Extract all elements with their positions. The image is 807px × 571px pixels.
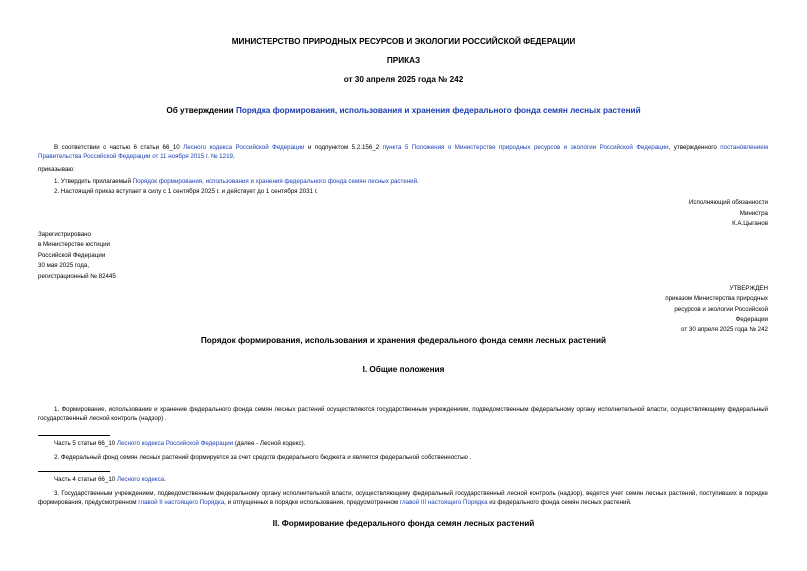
approval-line-4: Федерации [735,316,768,323]
doc-title-prefix: Об утверждении [166,106,236,115]
approval-line-3: ресурсов и экологии Российской [674,306,768,313]
section-heading-1: I. Общие положения [362,365,445,374]
doc-date-number: от 30 апреля 2025 года № 242 [343,75,464,84]
forest-code-link[interactable]: Лесного кодекса Российской Федерации [183,144,305,151]
ministry-heading: МИНИСТЕРСТВО ПРИРОДНЫХ РЕСУРСОВ И ЭКОЛОГИИ РОССИЙСКОЙ ФЕДЕРАЦИИ [231,37,576,46]
signature-line-1: Исполняющий обязанности [688,199,768,206]
procedure-paragraph-2: 2. Федеральный фонд семян лесных растений формируется за счет средств федерального бюджета и является федеральной собственностью . [54,454,472,461]
order-word: приказываю: [38,166,75,173]
preamble-paragraph: В соответствии с частью 6 статьи 66_10 Лесного кодекса Российской Федерации и подпунктом 5.2.156_2 пункта 5 Положения о Министерстве природных ресурсов и экологии Российской Федерации, утвержденного постановлением Правительства Российской Федерации от 11 ноября 2015 г. № 1219, [38,144,768,161]
government-decree-link[interactable]: постановлением Правительства Российской Федерации от 11 ноября 2015 г. № 1219 [38,144,768,161]
registration-line-1: Зарегистрировано [38,231,91,238]
signature-line-2: Министра [739,210,768,217]
approval-line-5: от 30 апреля 2025 года № 242 [681,326,768,333]
registration-line-4: 30 мая 2025 года, [38,262,90,269]
footnote-forest-code-link-2[interactable]: Лесного кодекса [116,476,165,483]
footnote-forest-code-link[interactable]: Лесного кодекса Российской Федерации [116,440,234,447]
footnote-divider-1 [38,435,110,436]
procedure-paragraph-3: 3. Государственным учреждением, подведомственным федеральному органу исполнительной власти, осуществляющему федеральный государственный лесной контроль (надзор), ведется учет семян лесных растений, поступивших в порядке формирования, предусмотренном главой II настоящего Порядка, и отпущенных в порядке использования, предусмотренном главой III настоящего Порядка из федерального фонда семян лесных растений. [38,490,768,507]
chapter-3-link[interactable]: главой III настоящего Порядка [399,499,488,507]
signature-line-3: К.А.Цыганов [732,220,768,227]
order-item-1: 1. Утвердить прилагаемый Порядок формирования, использования и хранения федерального фонда семян лесных растений. [54,178,419,185]
order-item-2: 2. Настоящий приказ вступает в силу с 1 сентября 2025 г. и действует до 1 сентября 2031 г. [54,188,318,195]
procedure-paragraph-1: 1. Формирование, использование и хранение федерального фонда семян лесных растений осуществляются государственным учреждением, подведомственным федеральному органу исполнительной власти, осуществляющему федеральный государственный лесной контроль (надзор) . [38,406,768,423]
ministry-regulation-link[interactable]: пункта 5 Положения о Министерстве природных ресурсов и экологии Российской Федерации [382,144,669,151]
doc-type-heading: ПРИКАЗ [386,56,421,65]
procedure-title: Порядок формирования, использования и хранения федерального фонда семян лесных растений [200,336,607,345]
doc-title [0,106,807,115]
procedure-link[interactable]: Порядок формирования, использования и хранения федерального фонда семян лесных растений [132,178,418,185]
section-heading-2: II. Формирование федерального фонда семян лесных растений [272,519,535,528]
chapter-2-link[interactable]: главой II настоящего Порядка [138,499,225,507]
procedure-title-link[interactable]: Порядка формирования, использования и хранения федерального фонда семян лесных растений [235,106,641,115]
registration-line-2: в Министерстве юстиции [38,241,111,248]
footnote-1: Часть 5 статьи 66_10 Лесного кодекса Российской Федерации (далее - Лесной кодекс). [54,440,306,447]
approval-line-1: УТВЕРЖДЕН [729,285,768,292]
registration-line-5: регистрационный № 82445 [38,273,116,280]
approval-line-2: приказом Министерства природных [665,295,768,302]
footnote-divider-2 [38,471,110,472]
registration-line-3: Российской Федерации [38,252,106,259]
footnote-2: Часть 4 статьи 66_10 Лесного кодекса. [54,476,166,483]
